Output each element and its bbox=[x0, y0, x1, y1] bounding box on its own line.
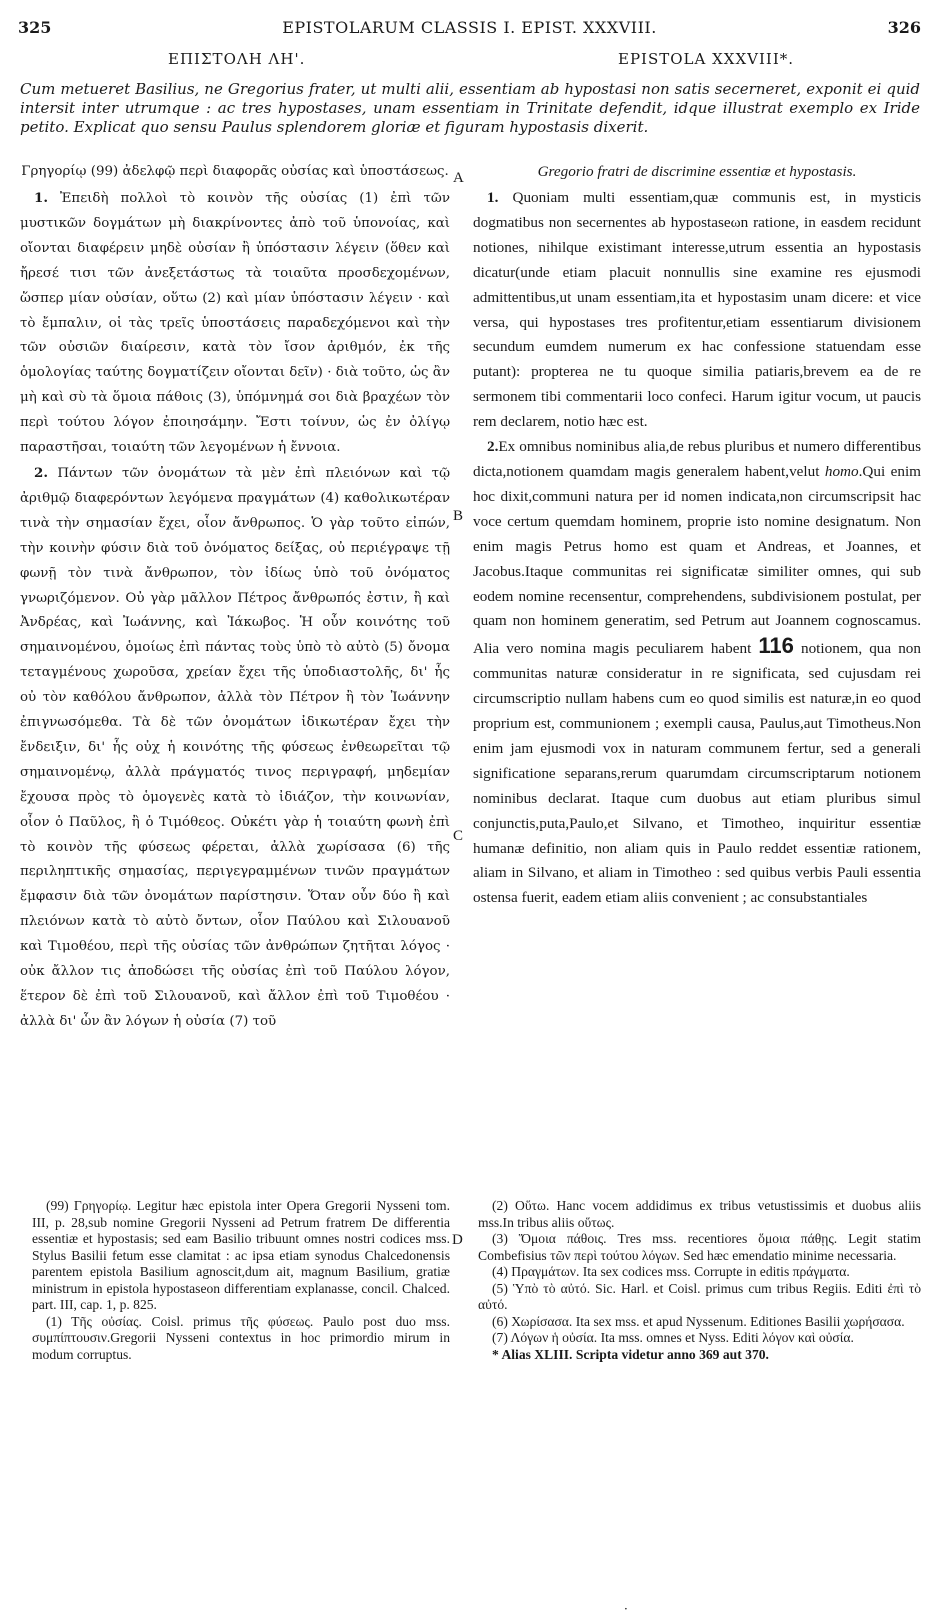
page-number-left: 325 bbox=[18, 18, 52, 37]
footnote-2: (2) Οὕτω. Hanc vocem addidimus ex tribus vetustissimis et duobus aliis mss.In tribus aliis οὕτως. bbox=[478, 1198, 921, 1230]
paragraph-number: 2. bbox=[487, 438, 499, 456]
running-head bbox=[18, 18, 921, 42]
margin-letter-a: A bbox=[453, 170, 464, 186]
footnote-3: (3) Ὅμοια πάθοις. Tres mss. recentiores ὅμοια πάθῃς. Legit statim Combefisius τῶν περὶ τούτου λόγων. Sed hæc emendatio minime necessaria. bbox=[478, 1231, 921, 1263]
footnotes-left bbox=[32, 1198, 450, 1363]
footnote-7: (7) Λόγων ἡ οὐσία. Ita mss. omnes et Nyss. Editi λόγον καὶ οὐσία. bbox=[492, 1330, 854, 1345]
margin-letter-b: B bbox=[453, 508, 464, 524]
latin-column bbox=[473, 162, 921, 911]
greek-heading: Γρηγορίῳ (99) ἀδελφῷ περὶ διαφορᾶς οὐσίας καὶ ὑποστάσεως. bbox=[21, 164, 449, 179]
paragraph-number: 1. bbox=[487, 189, 499, 206]
footnote-99: (99) Γρηγορίῳ. Legitur hæc epistola inter Opera Gregorii Nysseni tom. III, p. 28,sub nomine Gregorii Nysseni ad Petrum fratrem De differentia essentiæ et hypostasis; sed eam Basilio tribuunt omnes nostri codices mss. Stylus Basilii fetum esse clamitat : ac ipsa etiam synodus Chalcedonensis parentem epistola Basilium agnoscit,dum ait, magnum Basilium, gratiæ ministrum in epistola hypostaseon differentiam explanasse, concil. Chalced. part. III, cap. 1, p. 825. bbox=[32, 1198, 450, 1312]
paragraph-number: 2. bbox=[34, 464, 48, 481]
greek-paragraph-2-text: Πάντων τῶν ὀνομάτων τὰ μὲν ἐπὶ πλειόνων καὶ τῷ ἀριθμῷ διαφερόντων λεγόμενα πραγμάτων (4) καθολικωτέραν τινὰ τὴν σημασίαν ἔχει, οἷον ἄνθρωπος. Ὁ γὰρ τοῦτο εἰπών, τὴν κοινὴν φύσιν διὰ τοῦ ὀνόματος δείξας, οὐ περιέγραψε τῇ φωνῇ τὸν τινὰ ἄνθρωπον, τὸν ἰδίως ὑπὸ τοῦ ὀνόματος γνωριζόμενον. Οὐ γὰρ μᾶλλον Πέτρος ἄνθρωπός ἐστιν, ἢ καὶ Ἀνδρέας, καὶ Ἰωάννης, καὶ Ἰάκωβος. Ἡ οὖν κοινότης τοῦ σημαινομένου, ὁμοίως ἐπὶ πάντας τοὺς ὑπὸ τὸ αὐτὸ (5) ὄνομα τεταγμένους χωροῦσα, χρείαν ἔχει τῆς ὑποδιαστολῆς, δι' ἧς οὐ τὸν καθόλου ἄνθρωπον, ἀλλὰ τὸν Πέτρον ἢ τὸν Ἰωάννην ἐπιγνωσόμεθα. Τὰ δὲ τῶν ὀνομάτων ἰδικωτέραν ἔχει τὴν ἔνδειξιν, δι' ἧς οὐχ ἡ κοινότης τῆς φύσεως ἐνθεωρεῖται τῷ σημαινομένῳ, ἀλλὰ πράγματός τινος περιγραφή, μηδεμίαν ἔχουσα πρὸς τὸ ὁμογενὲς κατὰ τὸ ἰδιάζον, τὴν κοινωνίαν, οἷον ὁ Παῦλος, ἢ ὁ Τιμόθεος. Οὐκέτι γὰρ ἡ τοιαύτη φωνὴ ἐπὶ τὸ κοινὸν τῆς φύσεως φέρεται, ἀλλὰ χωρίσασα (6) τῆς περιληπτικῆς σημασίας, περιγεγραμμένων τινῶν πραγμάτων ἔμφασιν διὰ τῶν ὀνομάτων παρίστησιν. Ὅταν οὖν δύο ἢ καὶ πλειόνων κατὰ τὸ αὐτὸ ὄντων, οἷον Παύλου καὶ Σιλουανοῦ καὶ Τιμοθέου, περὶ τῆς οὐσίας τῶν ἀνθρώπων ζητῆται λόγος · οὐκ ἄλλον τις ἀποδώσει τῆς οὐσίας ἐπὶ τοῦ Παύλου λόγον, ἕτερον δὲ ἐπὶ τοῦ Σιλουανοῦ, καὶ ἄλλον ἐπὶ τοῦ Τιμοθέου · ἀλλὰ δι' ὧν ἂν λόγων ἡ οὐσία (7) τοῦ bbox=[20, 465, 450, 1029]
footnote-star-date: * Alias XLIII. Scripta videtur anno 369 aut 370. bbox=[492, 1346, 769, 1362]
margin-letter-c: C bbox=[453, 828, 464, 844]
latin-paragraph-2-text-c: notionem, qua non communitas naturæ consideratur in re significata, sed cujusdam rei circumscriptio nullam habens cum eo quod similis est naturæ,in eo quod proprium est, communionem ; exempli causa, Paulus,aut Timotheus.Non enim jam ejusmodi vox in naturam communem fertur, sed a generali significatione separans,rerum quarumdam circumscriptarum notionem nominibus declarat. Itaque cum duobus aut etiam pluribus simul conjunctis,puta,Paulo,et Silvano, et Timotheo, inquiritur essentiæ humanæ definitio, non aliam quis in Paulo reddet essentiæ rationem, aliam in Silvano, et aliam in Timotheo : sed quibus verbis Pauli essentia ostensa fuerit, eadem etiam aliis convenient ; ac consubstantiales bbox=[473, 640, 921, 907]
latin-paragraph-2 bbox=[473, 435, 921, 911]
latin-heading: Gregorio fratri de discrimine essentiæ et hypostasis. bbox=[537, 163, 857, 180]
latin-paragraph-1-text: Quoniam multi essentiam,quæ communis est, in mysticis dogmatibus non secernentes ab hypostaseωn ratione, in easdem recidunt notiones, nihilque existimant interesse,utrum essentia an hypostasis dicatur(unde etiam placuit nonnullis sine examine res ejusmodi admittentibus,ut unam essentiam,ita et hypostasim unam dicere: et vice versa, qui hypostases tres profitentur,etiam essentiarum divisionem secundum eumdem numerum ex hac confessione statuendam esse putant): propterea ne tu quoque similia patiaris,brevem ea de re sermonem tibi commentarii loco confeci. Harum igitur vocum, ut paucis rem declarem, notio hæc est. bbox=[473, 189, 922, 431]
margin-letter-d: D bbox=[452, 1232, 463, 1248]
footnote-1: (1) Τῆς οὐσίας. Coisl. primus τῆς φύσεως. Paulo post duo mss. συμπίπτουσιν.Gregorii Nysseni contextus in hoc primordio mirum in modum corruptus. bbox=[32, 1313, 450, 1362]
greek-paragraph-1 bbox=[20, 186, 450, 461]
footnotes-right bbox=[478, 1198, 921, 1363]
page-number-right: 326 bbox=[887, 18, 921, 37]
running-title: EPISTOLARUM CLASSIS I. EPIST. XXXVIII. bbox=[282, 18, 657, 37]
paragraph-number: 1. bbox=[34, 190, 48, 206]
latin-paragraph-2-text-b: .Qui enim hoc dixit,communi natura per id nomen indicata,non circumscripsit hac voce certum quemdam hominem, proprie isto nomine designatum. Non enim magis Petrus homo est quam et Andreas, et Joannes, et Jacobus.Itaque communitas rei significatæ similiter omnes, qui sub eodem nomine recensentur, comprehendens, subdivisionem postulat, per quam non hominem generatim, sed Petrum aut Joannem cognoscamus. Alia vero nomina magis peculiarem habent bbox=[473, 462, 921, 658]
latin-paragraph-2-text-a: Ex omnibus nominibus alia,de rebus pluribus et numero differentibus dicta,notionem quamdam magis generalem habent,velut bbox=[473, 438, 921, 480]
letter-titles bbox=[18, 50, 921, 74]
column-marker-number: 116 bbox=[758, 633, 794, 659]
latin-homo-italic: homo bbox=[824, 462, 859, 480]
greek-paragraph-1-text: Ἐπειδὴ πολλοὶ τὸ κοινὸν τῆς οὐσίας (1) ἐπὶ τῶν μυστικῶν δογμάτων μὴ διακρίνοντες ἀπὸ τοῦ ὑπονοίας, καὶ οἴονται διαφέρειν μηδὲ οὐσίαν ἢ ὑπόστασιν λέγειν (ὅθεν καὶ ἤρεσέ τισι τῶν ἀνεξετάστως τὰ τοιαῦτα προσδεχομένων, ὥσπερ μίαν οὐσίαν, οὕτω (2) καὶ μίαν ὑπόστασιν λέγειν · καὶ τὸ ἔμπαλιν, οἱ τὰς τρεῖς ὑποστάσεις παραδεχόμενοι καὶ τὴν τῶν οὐσιῶν διαίρεσιν, κατὰ τὸν ἴσον ἀριθμόν, ἐκ τῆς ὁμολογίας ταύτης δογματίζειν οἴονται δεῖν) · διὰ τοῦτο, ὡς ἂν μὴ καὶ σὺ τὰ ὅμοια πάθοις (3), ὑπόμνημά σοι διὰ βραχέων τὸν περὶ τούτου λόγον ἐποιησάμην. Ἔστι τοίνυν, ὡς ἐν ὀλίγῳ παραστῆσαι, τοιαύτη τῶν λεγομένων ἡ ἔννοια. bbox=[20, 191, 450, 456]
greek-title: ΕΠΙΣΤΟΛΗ ΛΗ'. bbox=[168, 50, 306, 68]
latin-title: EPISTOLA XXXVIII*. bbox=[618, 50, 795, 68]
argument-summary: Cum metueret Basilius, ne Gregorius frater, ut multi alii, essentiam ab hypostasi non satis secerneret, exponit ei quid intersit inter utrumque : ac tres hypostases, unam essentiam in Trinitate defendit, idque illustrat exemplo ex Iride petito. Explicat quo sensu Paulus splendorem gloriæ et figuram hypostasis dixerit. bbox=[20, 80, 920, 136]
latin-paragraph-1 bbox=[473, 186, 921, 435]
footnote-5: (5) Ὑπὸ τὸ αὐτό. Sic. Harl. et Coisl. primus cum tribus Regiis. Editi ἐπὶ τὸ αὐτό. bbox=[478, 1280, 921, 1312]
footnote-6: (6) Χωρίσασα. Ita sex mss. et apud Nyssenum. Editiones Basilii χωρήσασα. bbox=[492, 1313, 905, 1329]
page-speck: · bbox=[624, 1602, 628, 1616]
greek-paragraph-2 bbox=[20, 461, 450, 1035]
footnote-4: (4) Πραγμάτων. Ita sex codices mss. Corrupte in editis πράγματα. bbox=[492, 1264, 850, 1279]
greek-column bbox=[20, 162, 450, 1035]
